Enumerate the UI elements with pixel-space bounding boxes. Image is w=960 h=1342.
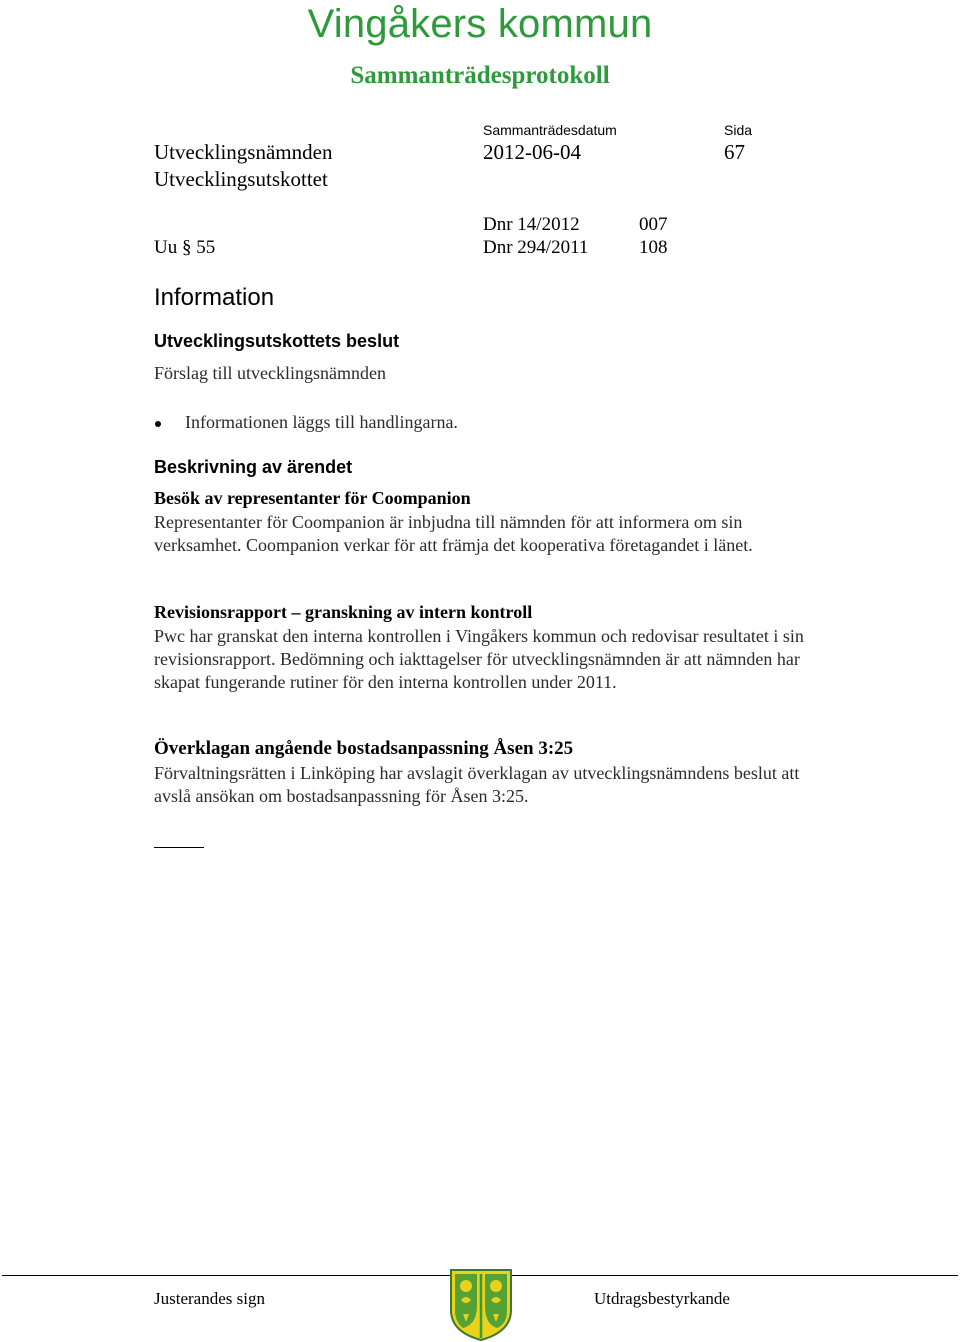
dnr-2-code: 108 [639,237,668,258]
section-number: Uu § 55 [154,237,216,258]
footer-right-label: Utdragsbestyrkande [594,1289,730,1308]
bullet-text: Informationen läggs till handlingarna. [185,412,458,432]
dnr-1: Dnr 14/2012 [483,214,580,235]
bullet-icon [155,421,161,427]
org-name: Vingåkers kommun [307,2,653,46]
page-label: Sida [724,122,753,138]
dnr-2: Dnr 294/2011 [483,237,589,258]
item-text: Representanter för Coompanion är inbjudna till nämnden för att informera om sin verksamhet. Coompanion verkar för att främja det kooperativa företagandet i länet. [154,512,753,555]
item-heading: Revisionsrapport – granskning av intern kontroll [154,602,533,622]
section-title: Information [154,284,275,311]
doc-type-title: Sammanträdesprotokoll [350,62,610,89]
date-label: Sammanträdesdatum [483,122,617,138]
committee-name: Utvecklingsnämnden [154,140,333,164]
item-text: Pwc har granskat den interna kontrollen i Vingåkers kommun och redovisar resultatet i sin revisionsrapport. Bedömning och iakttagelser för utvecklingsnämnden är att nämnden har skapat fungerande rutiner för den interna kontrollen under 2011. [154,626,804,692]
footer-left-label: Justerandes sign [154,1289,265,1308]
item-heading: Besök av representanter för Coompanion [154,488,471,508]
municipal-crest-icon [447,1266,515,1342]
item-text: Förvaltningsrätten i Linköping har avslagit överklagan av utvecklingsnämndens beslut att avslå ansökan om bostadsanpassning för Åsen 3:25. [154,763,800,806]
item-heading: Överklagan angående bostadsanpassning Åsen 3:25 [154,738,574,759]
subcommittee-name: Utvecklingsutskottet [154,167,328,191]
page-number: 67 [724,140,745,164]
dnr-1-code: 007 [639,214,668,235]
proposal-text: Förslag till utvecklingsnämnden [154,363,386,383]
meeting-date: 2012-06-04 [483,140,581,164]
end-divider [154,847,204,848]
description-heading: Beskrivning av ärendet [154,457,353,477]
decision-heading: Utvecklingsutskottets beslut [154,331,400,351]
